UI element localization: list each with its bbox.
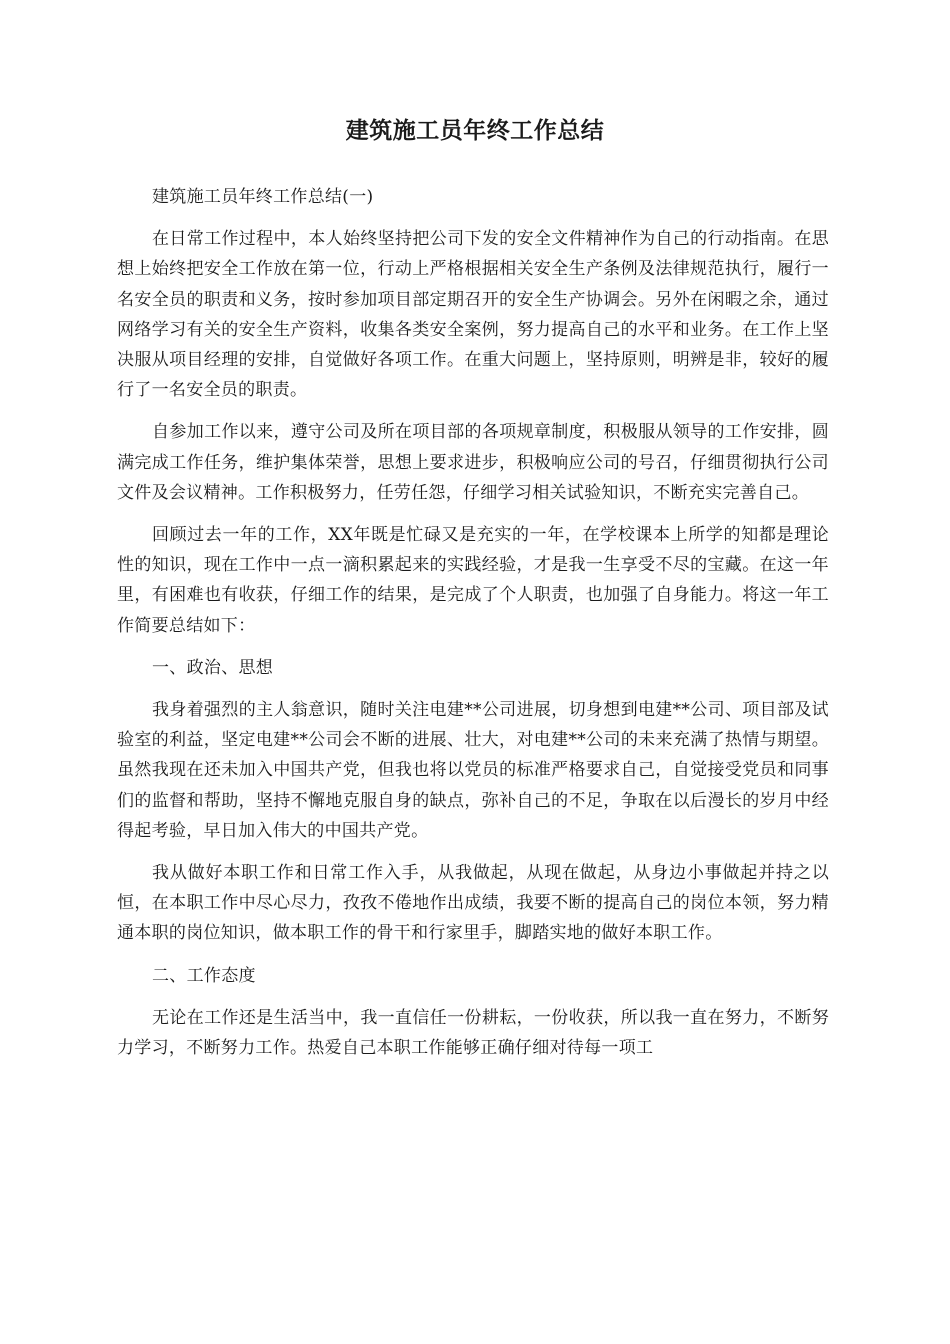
document-body	[117, 182, 829, 1075]
body-paragraph: 无论在工作还是生活当中，我一直信任一份耕耘，一份收获，所以我一直在努力，不断努力学习，不断努力工作。热爱自己本职工作能够正确仔细对待每一项工	[117, 1007, 829, 1059]
body-paragraph: 回顾过去一年的工作，XX年既是忙碌又是充实的一年，在学校课本上所学的知都是理论性的知识，现在工作中一点一滴积累起来的实践经验，才是我一生享受不尽的宝藏。在这一年里，有困难也有收获，仔细工作的结果，是完成了个人职责，也加强了自身能力。将这一年工作简要总结如下：	[117, 525, 829, 636]
body-paragraph: 我身着强烈的主人翁意识，随时关注电建**公司进展，切身想到电建**公司、项目部及试验室的利益，坚定电建**公司会不断的进展、壮大，对电建**公司的未来充满了热情与期望。虽然我现在还未加入中国共产党，但我也将以党员的标准严格要求自己，自觉接受党员和同事们的监督和帮助，坚持不懈地克服自身的缺点，弥补自己的不足，争取在以后漫长的岁月中经得起考验，早日加入伟大的中国共产党。	[117, 700, 829, 841]
body-paragraph: 我从做好本职工作和日常工作入手，从我做起，从现在做起，从身边小事做起并持之以恒，在本职工作中尽心尽力，孜孜不倦地作出成绩，我要不断的提高自己的岗位本领，努力精通本职的岗位知识，做本职工作的骨干和行家里手，脚踏实地的做好本职工作。	[117, 863, 829, 944]
section-heading: 一、政治、思想	[152, 657, 274, 678]
body-paragraph: 自参加工作以来，遵守公司及所在项目部的各项规章制度，积极服从领导的工作安排，圆满完成工作任务，维护集体荣誉，思想上要求进步，积极响应公司的号召，仔细贯彻执行公司文件及会议精神。工作积极努力，任劳任怨，仔细学习相关试验知识，不断充实完善自己。	[117, 422, 829, 503]
subtitle-paragraph: 建筑施工员年终工作总结(一)	[152, 187, 374, 207]
document-title: 建筑施工员年终工作总结	[345, 118, 605, 144]
body-paragraph: 在日常工作过程中，本人始终坚持把公司下发的安全文件精神作为自己的行动指南。在思想上始终把安全工作放在第一位，行动上严格根据相关安全生产条例及法律规范执行，履行一名安全员的职责和义务，按时参加项目部定期召开的安全生产协调会。另外在闲暇之余，通过网络学习有关的安全生产资料，收集各类安全案例，努力提高自己的水平和业务。在工作上坚决服从项目经理的安排，自觉做好各项工作。在重大问题上，坚持原则，明辨是非，较好的履行了一名安全员的职责。	[117, 229, 829, 401]
section-heading: 二、工作态度	[152, 965, 256, 986]
